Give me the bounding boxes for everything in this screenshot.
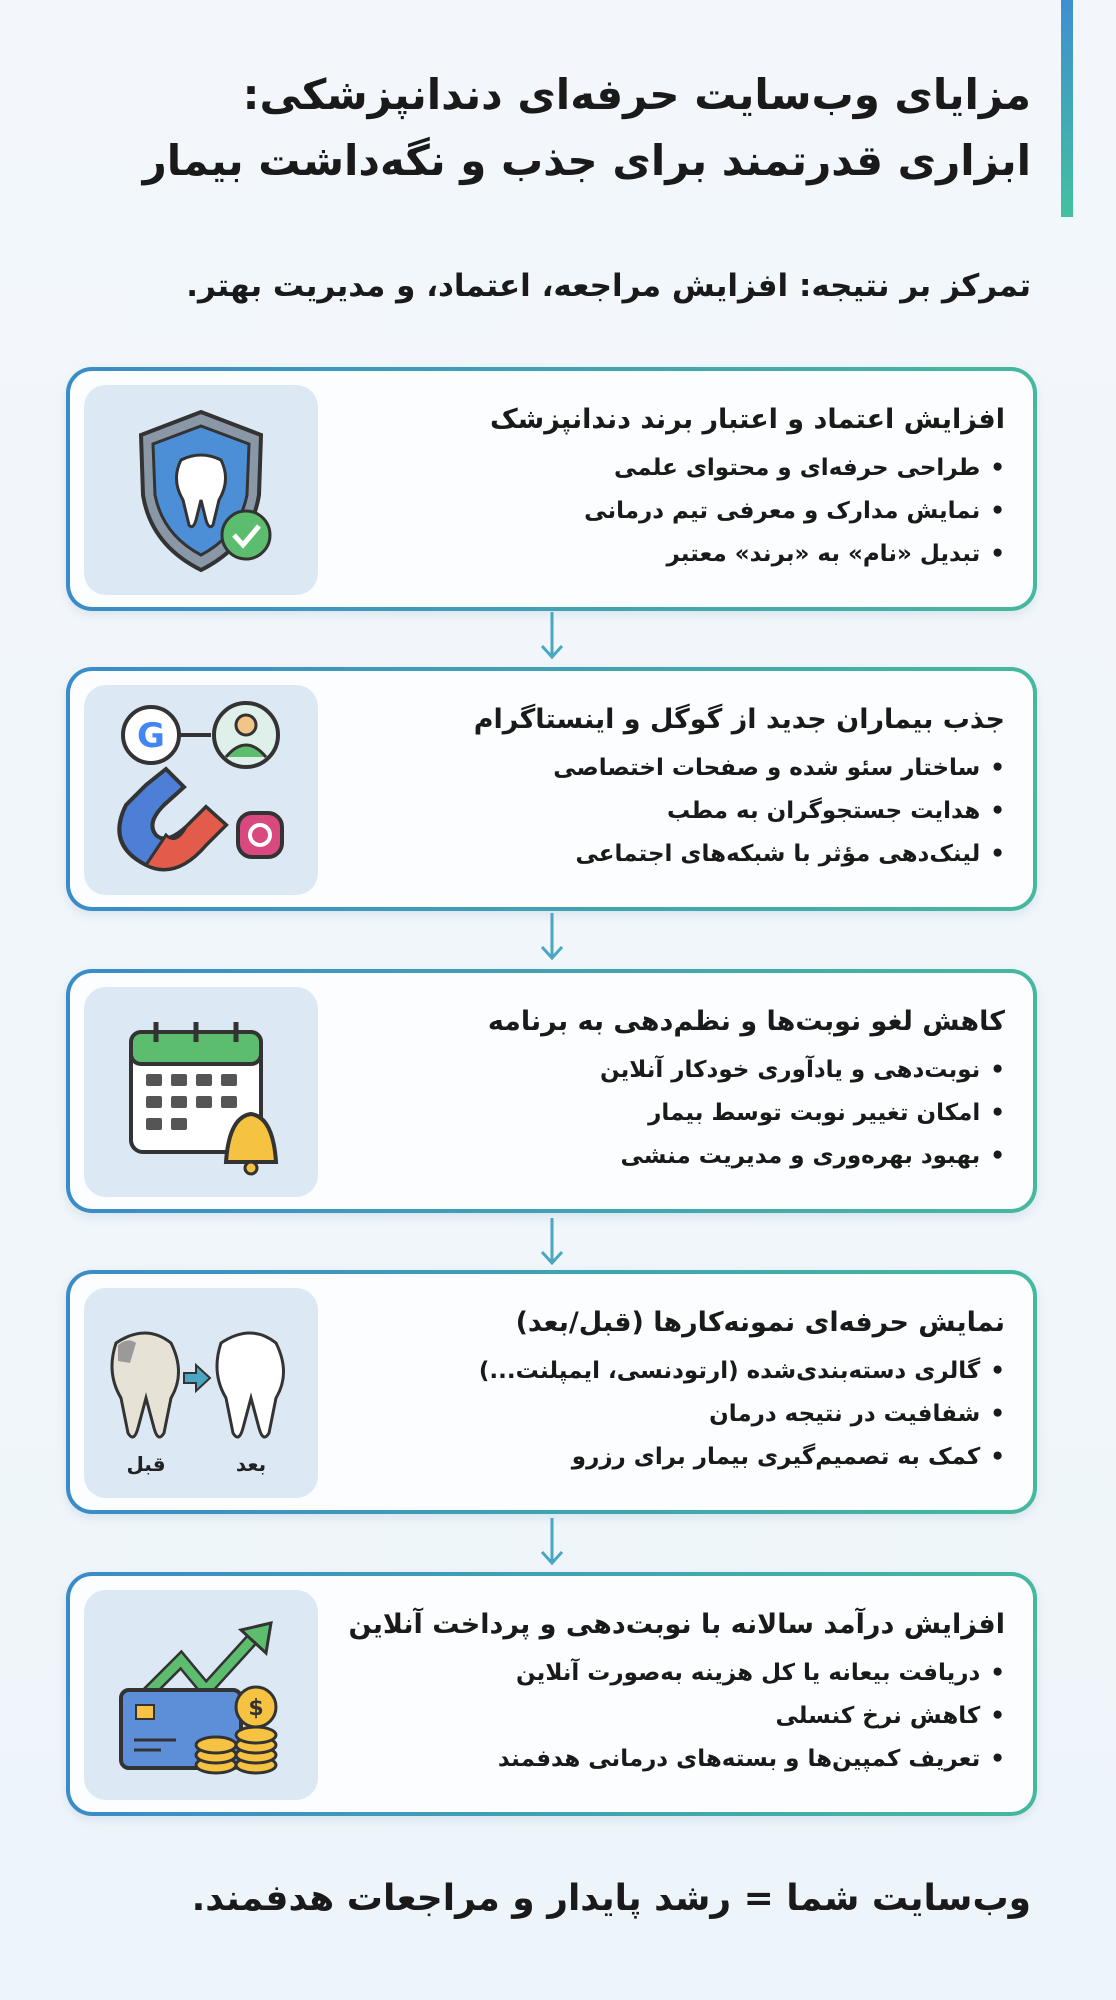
footer-tagline: وب‌سایت شما = رشد پایدار و مراجعات هدفمند.	[191, 1878, 1031, 1919]
calendar-bell-icon	[84, 987, 318, 1197]
card-bullet: • کاهش نرخ کنسلی	[325, 1695, 1005, 1738]
card-bullet: • شفافیت در نتیجه درمان	[325, 1393, 1005, 1436]
before-label: قبل	[126, 1452, 166, 1476]
card-bullet: • گالری دسته‌بندی‌شده (ارتودنسی، ایمپلنت...)	[325, 1350, 1005, 1393]
arrow-down-icon	[539, 913, 565, 963]
card-bullet: • نوبت‌دهی و یادآوری خودکار آنلاین	[325, 1049, 1005, 1092]
card-bullet: • ساختار سئو شده و صفحات اختصاصی	[325, 747, 1005, 790]
card-bullet: • دریافت بیعانه یا کل هزینه به‌صورت آنلاین	[325, 1652, 1005, 1695]
card-heading: افزایش درآمد سالانه با نوبت‌دهی و پرداخت آنلاین	[348, 1609, 1005, 1640]
card-bullet: • تبدیل «نام» به «برند» معتبر	[325, 533, 1005, 576]
card-bullet: • کمک به تصمیم‌گیری بیمار برای رزرو	[325, 1436, 1005, 1479]
card-bullet: • بهبود بهره‌وری و مدیریت منشی	[325, 1135, 1005, 1178]
card-heading: افزایش اعتماد و اعتبار برند دندانپزشک	[490, 404, 1005, 435]
arrow-down-icon	[539, 1218, 565, 1268]
benefit-card-attract	[66, 667, 1037, 911]
benefit-card-trust	[66, 367, 1037, 611]
page-title	[51, 62, 1031, 194]
card-heading: جذب بیماران جدید از گوگل و اینستاگرام	[473, 704, 1005, 735]
card-heading: کاهش لغو نوبت‌ها و نظم‌دهی به برنامه	[487, 1006, 1005, 1037]
shield-tooth-check-icon	[84, 385, 318, 595]
before-after-tooth-icon	[84, 1288, 318, 1498]
arrow-down-icon	[539, 1518, 565, 1568]
card-bullet: • لینک‌دهی مؤثر با شبکه‌های اجتماعی	[325, 833, 1005, 876]
arrow-down-icon	[539, 612, 565, 662]
card-coins-growth-icon	[84, 1590, 318, 1800]
card-heading: نمایش حرفه‌ای نمونه‌کارها (قبل/بعد)	[515, 1307, 1005, 1338]
magnet-google-instagram-icon	[84, 685, 318, 895]
benefit-card-scheduling	[66, 969, 1037, 1213]
card-bullet: • تعریف کمپین‌ها و بسته‌های درمانی هدفمند	[325, 1738, 1005, 1781]
svg-text:G: G	[137, 716, 165, 756]
benefit-card-revenue	[66, 1572, 1037, 1816]
card-bullet: • امکان تغییر نوبت توسط بیمار	[325, 1092, 1005, 1135]
card-bullet: • طراحی حرفه‌ای و محتوای علمی	[325, 447, 1005, 490]
title-line-1: مزایای وب‌سایت حرفه‌ای دندانپزشکی:	[242, 70, 1031, 119]
subtitle: تمرکز بر نتیجه: افزایش مراجعه، اعتماد، و مدیریت بهتر.	[186, 268, 1031, 304]
benefit-card-portfolio	[66, 1270, 1037, 1514]
title-line-2: ابزاری قدرتمند برای جذب و نگه‌داشت بیمار	[142, 136, 1031, 185]
card-bullet: • نمایش مدارک و معرفی تیم درمانی	[325, 490, 1005, 533]
accent-bar	[1061, 0, 1073, 217]
card-bullet: • هدایت جستجوگران به مطب	[325, 790, 1005, 833]
after-label: بعد	[235, 1452, 267, 1476]
svg-text:$: $	[248, 1696, 264, 1721]
